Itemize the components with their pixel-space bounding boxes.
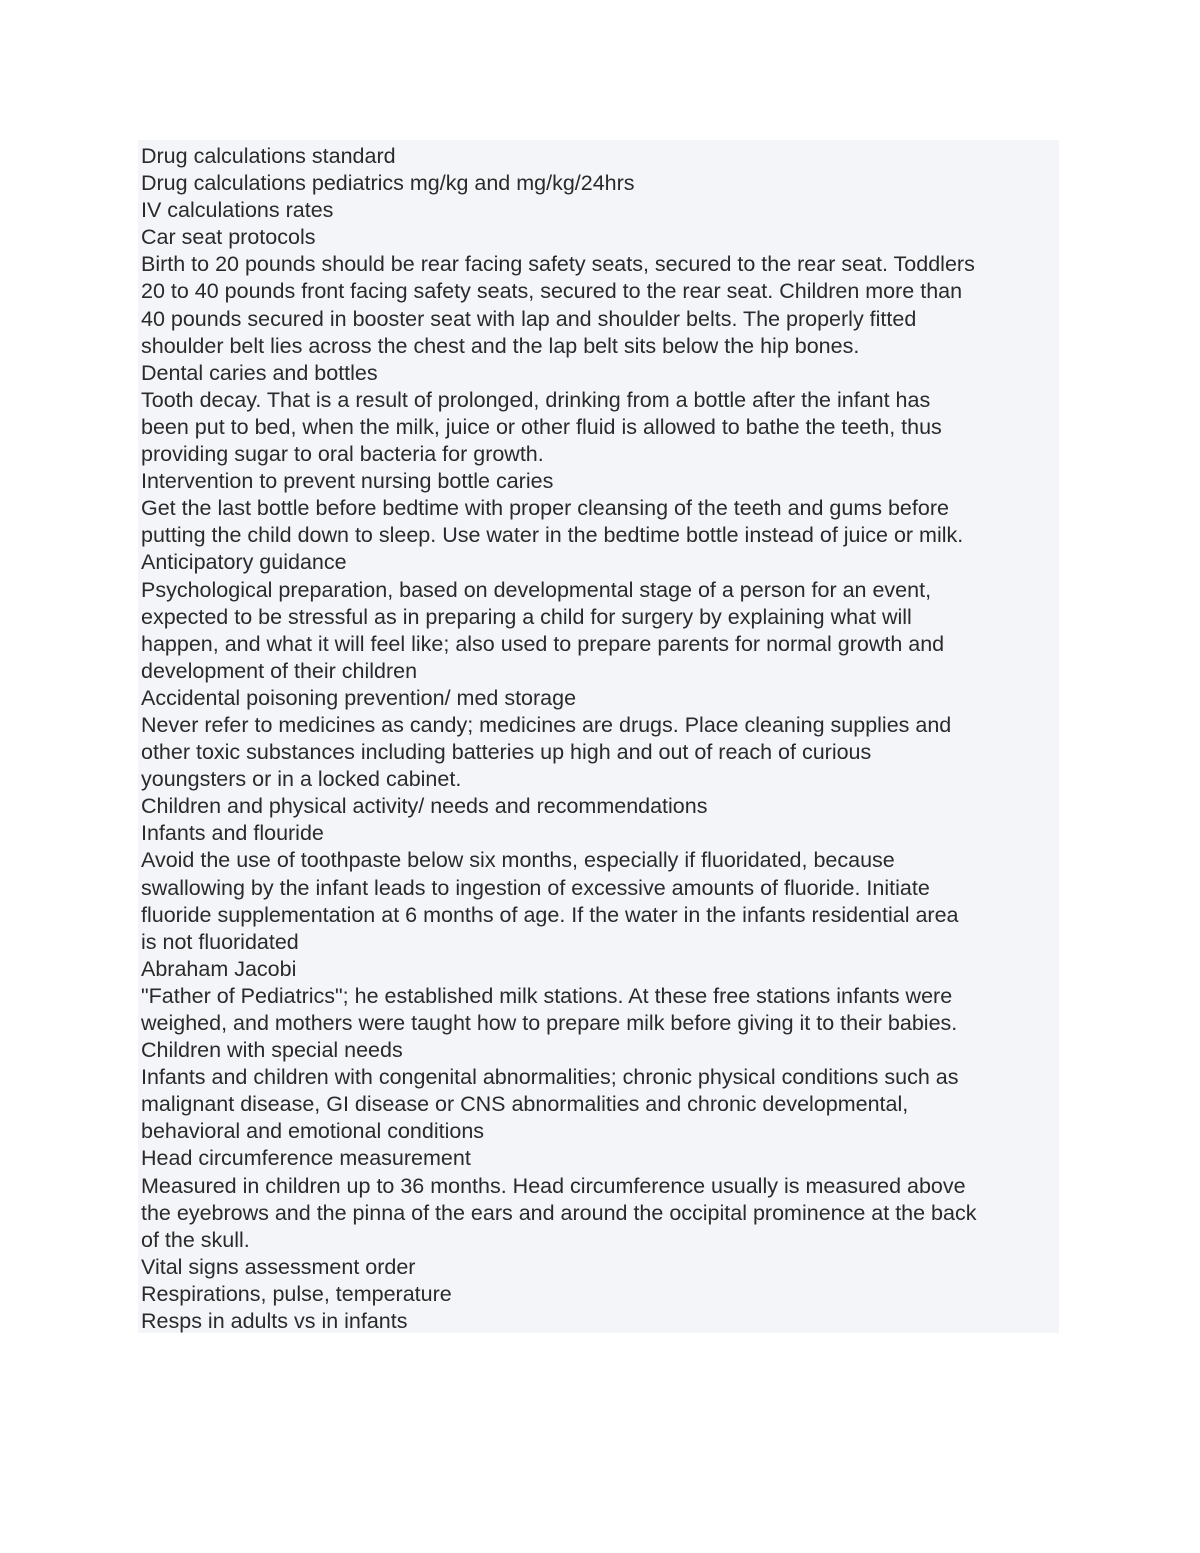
text-line: "Father of Pediatrics"; he established milk stations. At these free stations infants were: [141, 983, 953, 1008]
text-line: Infants and children with congenital abnormalities; chronic physical conditions such as: [141, 1065, 959, 1090]
text-line: Infants and flouride: [141, 821, 324, 846]
text-line: malignant disease, GI disease or CNS abnormalities and chronic developmental,: [141, 1092, 909, 1117]
text-line: happen, and what it will feel like; also used to prepare parents for normal growth and: [141, 631, 945, 656]
text-line: Drug calculations pediatrics mg/kg and mg/kg/24hrs: [141, 171, 635, 196]
text-line: weighed, and mothers were taught how to prepare milk before giving it to their babies.: [141, 1011, 958, 1035]
text-line: Head circumference measurement: [141, 1146, 471, 1171]
text-line: Children and physical activity/ needs and recommendations: [141, 794, 708, 819]
text-line: Tooth decay. That is a result of prolonged, drinking from a bottle after the infant has: [141, 387, 931, 412]
text-line: shoulder belt lies across the chest and the lap belt sits below the hip bones.: [141, 333, 860, 358]
text-line: development of their children: [141, 658, 418, 683]
text-line: Never refer to medicines as candy; medicines are drugs. Place cleaning supplies and: [141, 712, 952, 737]
text-line: Dental caries and bottles: [141, 360, 378, 385]
text-line: putting the child down to sleep. Use water in the bedtime bottle instead of juice or milk.: [141, 523, 964, 548]
text-line: Vital signs assessment order: [141, 1254, 416, 1279]
text-line: behavioral and emotional conditions: [141, 1119, 485, 1144]
text-line: youngsters or in a locked cabinet.: [141, 767, 462, 792]
text-line: Car seat protocols: [141, 225, 316, 250]
text-line: Resps in adults vs in infants: [141, 1309, 408, 1334]
text-line: Abraham Jacobi: [141, 956, 297, 981]
text-line: 20 to 40 pounds front facing safety seats, secured to the rear seat. Children more than: [141, 279, 963, 304]
text-line: expected to be stressful as in preparing a child for surgery by explaining what will: [141, 604, 912, 629]
text-line: Drug calculations standard: [141, 144, 396, 168]
study-notes-text-block: [138, 140, 1059, 1333]
text-line: fluoride supplementation at 6 months of age. If the water in the infants residential area: [141, 902, 959, 927]
text-line: Avoid the use of toothpaste below six months, especially if fluoridated, because: [141, 848, 895, 873]
text-line: Psychological preparation, based on developmental stage of a person for an event,: [141, 577, 932, 602]
text-line: swallowing by the infant leads to ingestion of excessive amounts of fluoride. Initiate: [141, 875, 930, 900]
text-line: been put to bed, when the milk, juice or other fluid is allowed to bathe the teeth, thus: [141, 414, 942, 439]
text-line: other toxic substances including batteries up high and out of reach of curious: [141, 740, 872, 765]
text-line: IV calculations rates: [141, 198, 334, 223]
text-line: Respirations, pulse, temperature: [141, 1281, 452, 1306]
text-line: of the skull.: [141, 1227, 250, 1252]
text-line: Intervention to prevent nursing bottle caries: [141, 469, 554, 494]
text-line: Birth to 20 pounds should be rear facing safety seats, secured to the rear seat. Toddlers: [141, 252, 975, 277]
text-line: 40 pounds secured in booster seat with lap and shoulder belts. The properly fitted: [141, 306, 917, 331]
text-line: Accidental poisoning prevention/ med storage: [141, 685, 577, 710]
text-line: providing sugar to oral bacteria for growth.: [141, 442, 544, 467]
text-line: the eyebrows and the pinna of the ears and around the occipital prominence at the back: [141, 1200, 977, 1225]
text-line: is not fluoridated: [141, 929, 299, 954]
text-line: Children with special needs: [141, 1038, 403, 1063]
text-line: Get the last bottle before bedtime with proper cleansing of the teeth and gums before: [141, 496, 949, 521]
text-line: Measured in children up to 36 months. Head circumference usually is measured above: [141, 1173, 966, 1198]
text-line: Anticipatory guidance: [141, 550, 347, 575]
